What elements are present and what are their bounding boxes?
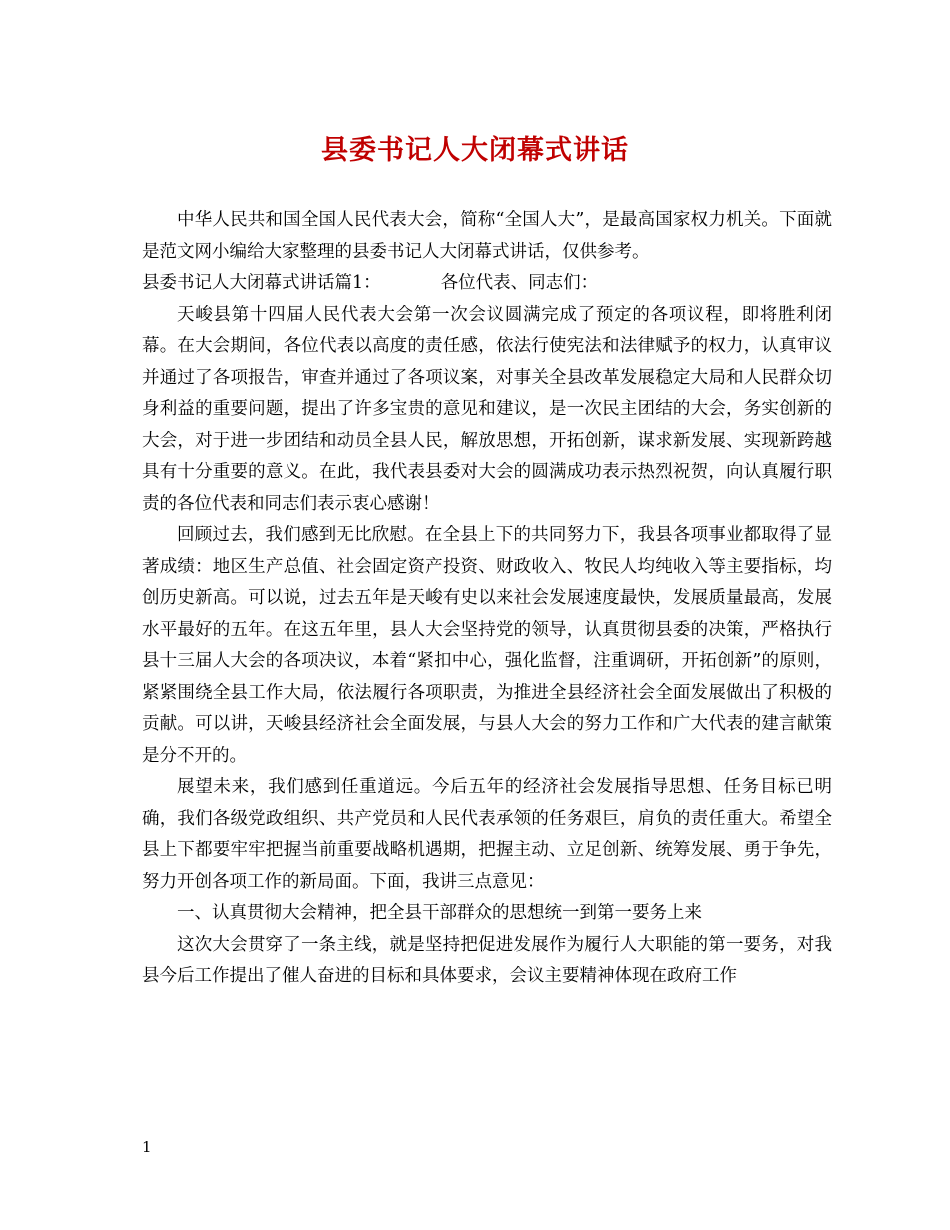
document-title: 县委书记人大闭幕式讲话 [321, 135, 629, 166]
intro-paragraph: 中华人民共和国全国人民代表大会，简称“全国人大”，是最高国家权力机关。下面就是范文网小编给大家整理的县委书记人大闭幕式讲话，仅供参考。 [142, 210, 832, 262]
body-paragraph-3: 展望未来，我们感到任重道远。今后五年的经济社会发展指导思想、任务目标已明确，我们各级党政组织、共产党员和人民代表承领的任务艰巨，肩负的责任重大。希望全县上下都要牢牢把握当前重要战略机遇期，把握主动、立足创新、统筹发展、勇于争先，努力开创各项工作的新局面。下面，我讲三点意见： [142, 777, 832, 892]
salutation: 各位代表、同志们： [440, 273, 599, 293]
section-one-heading: 一、认真贯彻大会精神，把全县干部群众的思想统一到第一要务上来 [177, 903, 702, 923]
document-body [142, 205, 832, 993]
section-heading-line [142, 268, 832, 300]
body-paragraph-2: 回顾过去，我们感到无比欣慰。在全县上下的共同努力下，我县各项事业都取得了显著成绩：地区生产总值、社会固定资产投资、财政收入、牧民人均纯收入等主要指标，均创历史新高。可以说，过去五年是天峻有史以来社会发展速度最快，发展质量最高，发展水平最好的五年。在这五年里，县人大会坚持党的领导，认真贯彻县委的决策，严格执行县十三届人大会的各项决议，本着“紧扣中心，强化监督，注重调研，开拓创新”的原则，紧紧围绕全县工作大局，依法履行各项职责，为推进全县经济社会全面发展做出了积极的贡献。可以讲，天峻县经济社会全面发展，与县人大会的努力工作和广大代表的建言献策是分不开的。 [142, 525, 832, 766]
body-paragraph-1: 天峻县第十四届人民代表大会第一次会议圆满完成了预定的各项议程，即将胜利闭幕。在大会期间，各位代表以高度的责任感，依法行使宪法和法律赋予的权力，认真审议并通过了各项报告，审查并通过了各项议案，对事关全县改革发展稳定大局和人民群众切身利益的重要问题，提出了许多宝贵的意见和建议，是一次民主团结的大会，务实创新的大会，对于进一步团结和动员全县人民，解放思想，开拓创新，谋求新发展、实现新跨越具有十分重要的意义。在此，我代表县委对大会的圆满成功表示热烈祝贺，向认真履行职责的各位代表和同志们表示衷心感谢！ [142, 304, 832, 514]
page-number: 1 [142, 1138, 152, 1156]
body-paragraph-4: 这次大会贯穿了一条主线，就是坚持把促进发展作为履行人大职能的第一要务，对我县今后工作提出了催人奋进的目标和具体要求，会议主要精神体现在政府工作 [142, 934, 832, 986]
section-heading: 县委书记人大闭幕式讲话篇1： [142, 273, 381, 293]
